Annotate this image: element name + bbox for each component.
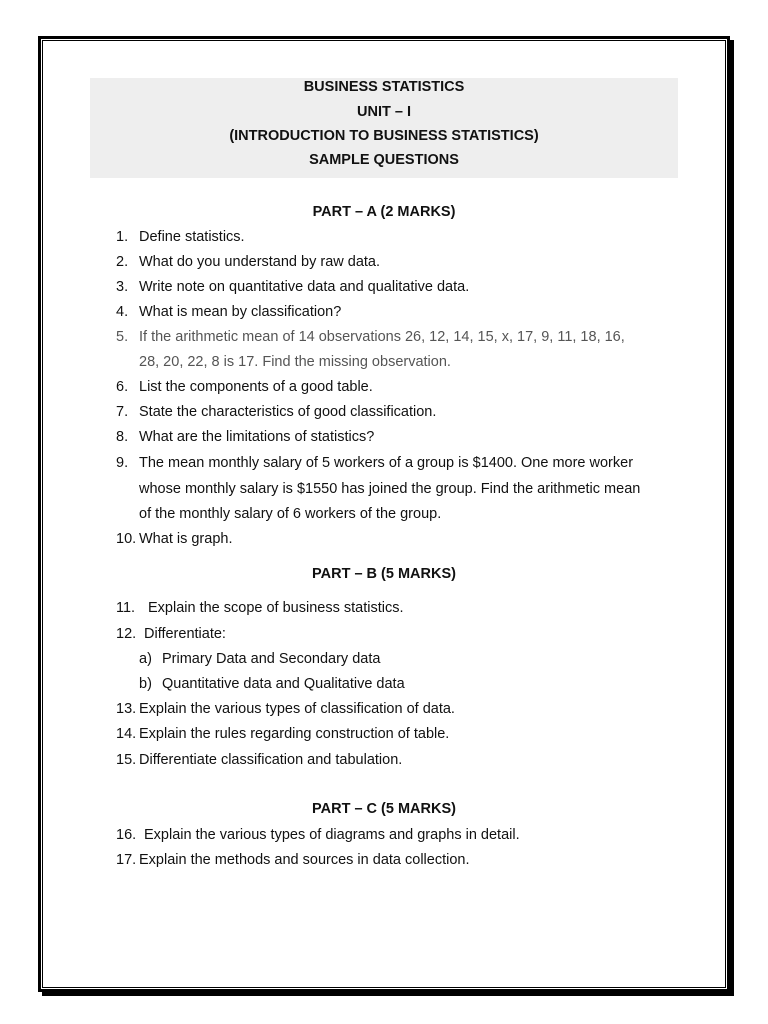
sample-questions-title: SAMPLE QUESTIONS	[309, 152, 459, 168]
unit-title: UNIT – I	[357, 104, 411, 120]
unit-subtitle: (INTRODUCTION TO BUSINESS STATISTICS)	[229, 128, 539, 144]
course-title: BUSINESS STATISTICS	[303, 79, 465, 95]
part-a-heading: PART – A (2 MARKS)	[312, 204, 456, 220]
part-c-heading: PART – C (5 MARKS)	[312, 801, 456, 817]
title-block	[90, 78, 678, 178]
part-b-heading: PART – B (5 MARKS)	[312, 566, 456, 582]
